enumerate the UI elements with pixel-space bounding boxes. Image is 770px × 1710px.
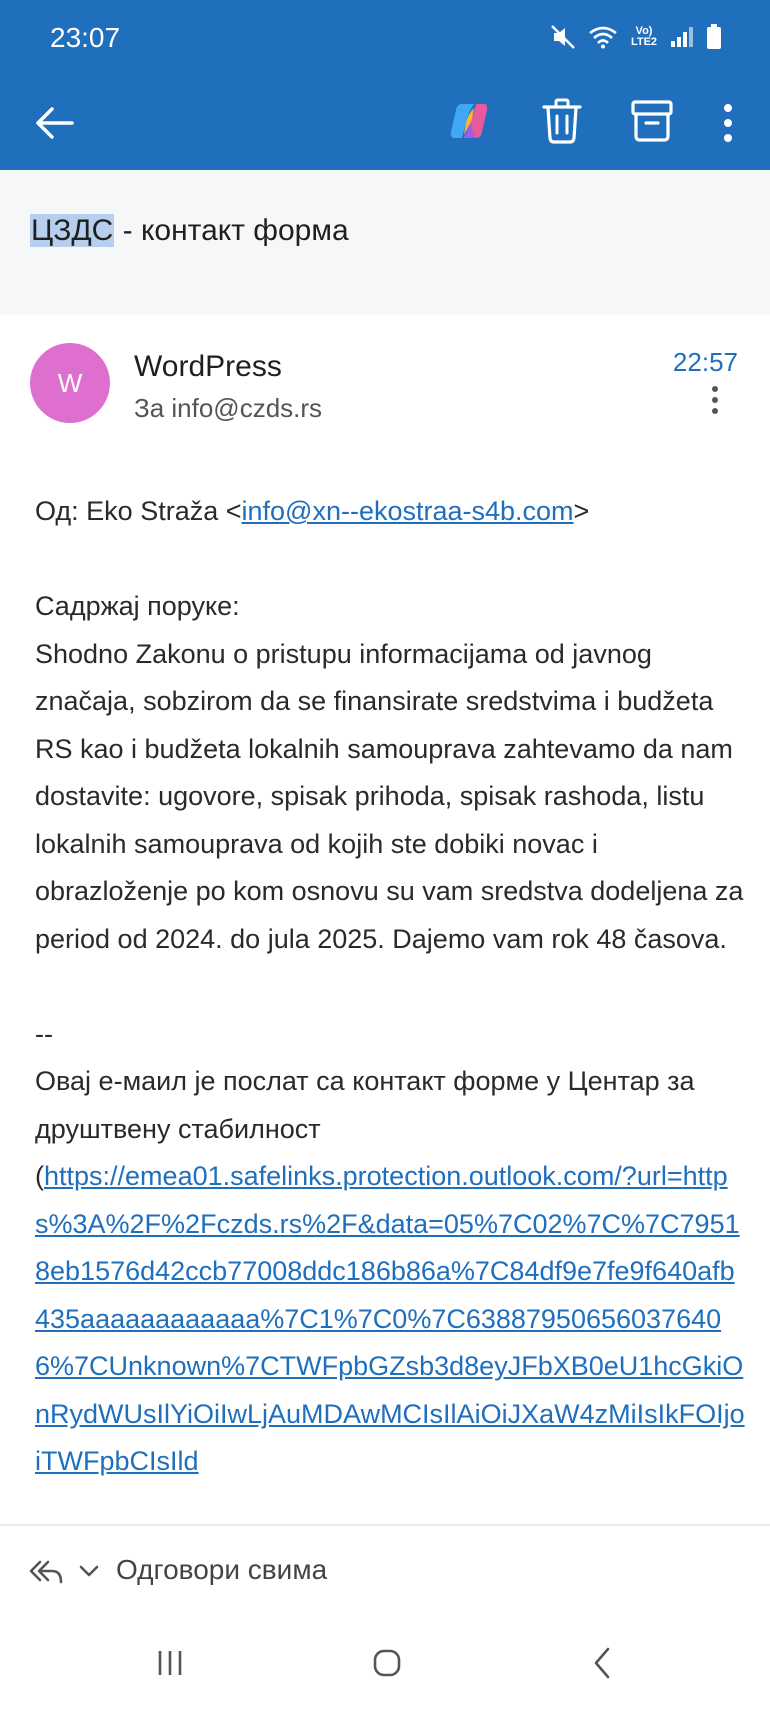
status-icons: [550, 24, 722, 50]
signature-separator: --: [35, 1018, 53, 1049]
email-body: [35, 488, 745, 1486]
archive-icon[interactable]: [630, 98, 674, 144]
from-suffix: >: [573, 496, 590, 526]
trash-icon[interactable]: [540, 96, 584, 146]
chevron-down-icon[interactable]: [78, 1560, 100, 1582]
message-time: 22:57: [672, 347, 738, 377]
footer-open-paren: (: [35, 1161, 44, 1191]
spacer: [35, 963, 745, 1011]
content-label: Садржај поруке:: [35, 591, 240, 621]
status-time: 23:07: [50, 22, 121, 53]
reply-all-icon[interactable]: [28, 1556, 64, 1586]
mute-icon: [550, 24, 576, 50]
system-nav-bar: [0, 1612, 770, 1710]
from-prefix: Од: Eko Straža <: [35, 496, 242, 526]
more-vertical-icon[interactable]: [716, 98, 740, 148]
reply-all-label[interactable]: Одговори свима: [116, 1554, 328, 1585]
sender-avatar[interactable]: W: [30, 343, 110, 423]
nav-back-icon[interactable]: [592, 1646, 612, 1680]
battery-icon: [706, 24, 722, 50]
recipient-line: За info@czds.rs: [134, 393, 323, 423]
from-email-link[interactable]: info@xn--ekostraa-s4b.com: [241, 496, 574, 526]
spacer: [35, 536, 745, 584]
sender-name[interactable]: WordPress: [134, 350, 282, 383]
from-line: [35, 488, 745, 536]
subject-rest: - контакт форма: [114, 214, 349, 247]
email-subject: [30, 214, 349, 248]
subject-area: [0, 170, 770, 315]
footer-link-line: [35, 1153, 745, 1486]
network-label: Vo) LTE2: [630, 25, 658, 48]
recents-icon[interactable]: [155, 1648, 185, 1678]
back-arrow-icon[interactable]: [30, 98, 80, 148]
reply-bar[interactable]: [0, 1530, 770, 1610]
subject-highlight: ЦЗДС: [31, 214, 114, 247]
top-bar: [0, 0, 770, 170]
reply-divider: [0, 1524, 770, 1526]
copilot-icon[interactable]: [446, 98, 492, 144]
message-text: Shodno Zakonu o pristupu informacijama od javnog značaja, sobzirom da se finansirate sredstvima i budžeta RS kao i budžeta lokalnih samouprava zahtevamo da nam dostavite: ugovore, spisak prihoda, spisak rashoda, listu lokalnih samouprava od kojih ste dobiki novac i obrazloženje po kom osnovu su vam sredstva dodeljena za period od 2024. do jula 2025. Dajemo vam rok 48 časova.: [35, 638, 744, 954]
message-more-icon[interactable]: [707, 384, 723, 416]
home-icon[interactable]: [372, 1648, 402, 1678]
safelinks-url[interactable]: https://emea01.safelinks.protection.outlook.com/?url=https%3A%2F%2Fczds.rs%2F&data=05%7C02%7C%7C79518eb1576d42ccb77008ddc186b86a%7C84df9e7fe9f640afb435aaaaaaaaaaaa%7C1%7C0%7C638879506560376406%7CUnknown%7CTWFpbGZsb3d8eyJFbXB0eU1hcGkiOnRydWUsIlYiOiIwLjAuMDAwMCIsIlAiOiJXaW4zMiIsIkFOIjoiTWFpbCIsIld: [35, 1161, 745, 1476]
app-bar: [0, 78, 770, 170]
status-bar: [0, 0, 770, 78]
wifi-icon: [588, 25, 618, 49]
signal-icon: [670, 26, 694, 48]
footer-text: Овај е-маил је послат са контакт форме у Центар за друштвену стабилност: [35, 1066, 695, 1144]
